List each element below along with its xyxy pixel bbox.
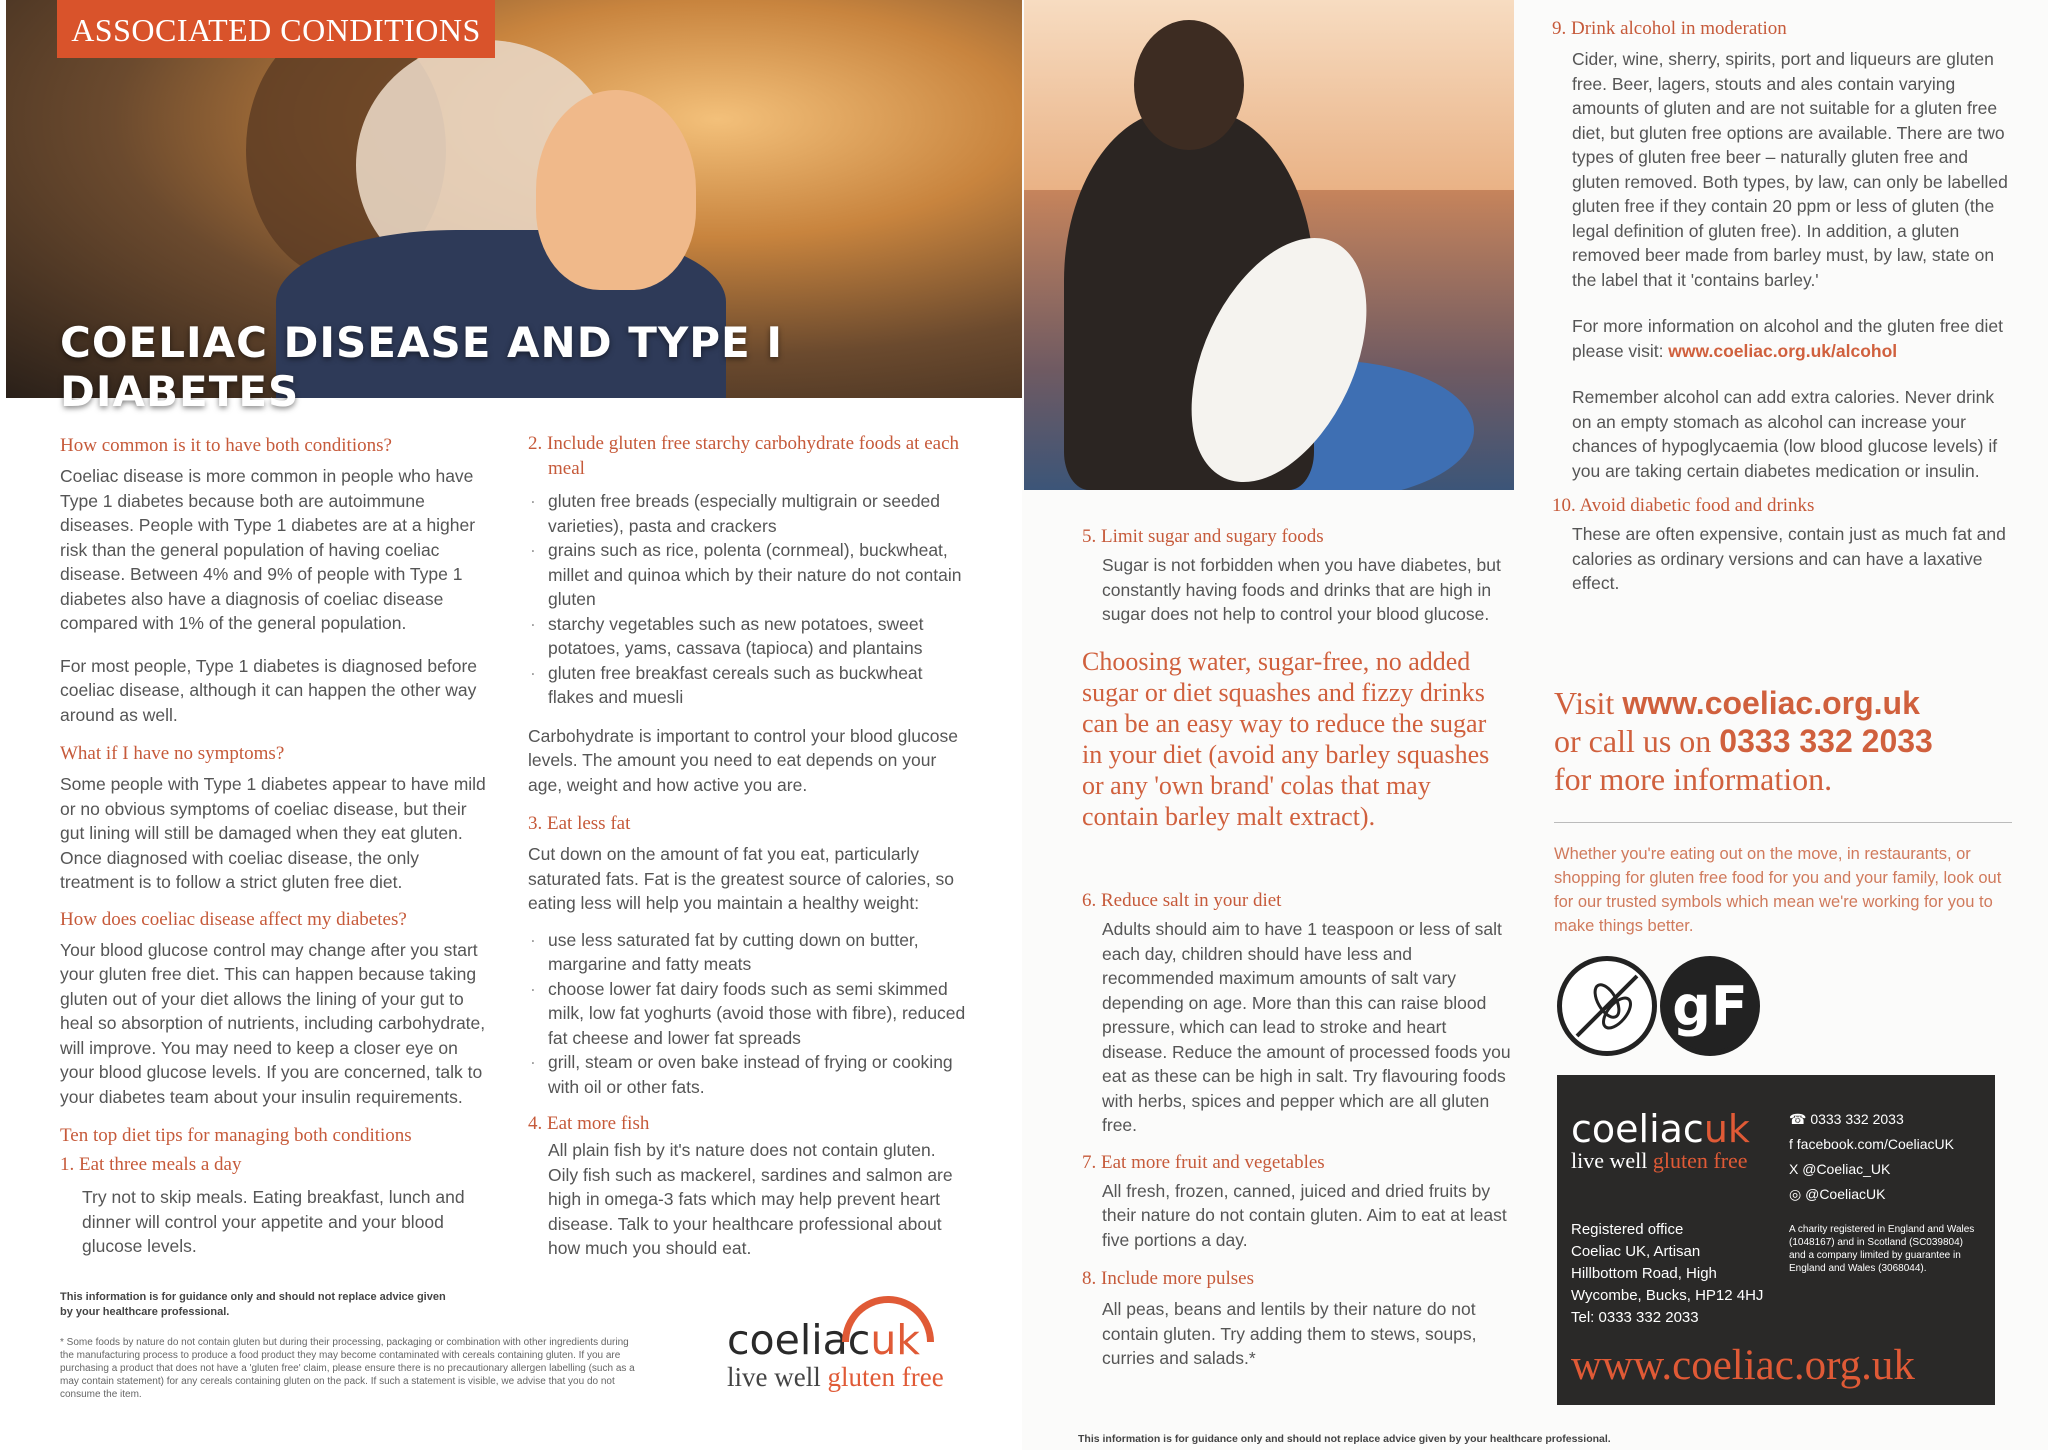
x-contact[interactable]: X @Coeliac_UK <box>1789 1161 1891 1177</box>
visit-text: Visit <box>1554 685 1623 721</box>
disclaimer: This information is for guidance only and should not replace advice given by your healthcare professional. <box>60 1291 446 1318</box>
paragraph: For most people, Type 1 diabetes is diagnosed before coeliac disease, although it can happen the other way around as well. <box>60 655 478 725</box>
crossed-grain-icon <box>1557 956 1657 1056</box>
visit-text: or call us on <box>1554 723 1720 759</box>
paragraph: Adults should aim to have 1 teaspoon or less of salt each day, children should have less and recommended maximum amounts of salt vary depending on age. More than this can raise blood pressure, which can lead to stroke and heart disease. Reduce the amount of processed foods you eat as these can be high in salt. Try flavouring foods with herbs, spices and pepper which are all gluten free. <box>1102 919 1511 1135</box>
contacts <box>1789 1107 1954 1207</box>
address-line: Tel: 0333 332 2033 <box>1571 1309 1699 1326</box>
phone-contact[interactable]: ☎ 0333 332 2033 <box>1789 1111 1904 1127</box>
phone-number[interactable]: 0333 332 2033 <box>1719 723 1933 759</box>
list-item: · starchy vegetables such as new potatoes, sweet potatoes, yams, cassava (tapioca) and plantains <box>528 612 968 661</box>
facebook-contact[interactable]: f facebook.com/CoeliacUK <box>1789 1136 1954 1152</box>
address-line: Wycombe, Bucks, HP12 4HJ <box>1571 1287 1764 1304</box>
page-title: COELIAC DISEASE AND TYPE I DIABETES <box>60 318 783 416</box>
section-tag: ASSOCIATED CONDITIONS <box>57 0 495 58</box>
heading-no-symptoms: What if I have no symptoms? <box>60 743 285 764</box>
logo-word: uk <box>1703 1107 1750 1151</box>
coeliac-uk-logo <box>727 1318 944 1392</box>
charity-info: A charity registered in England and Wales (1048167) and in Scotland (SC039804) and a company limited by guarantee in England and Wales (3068044). <box>1789 1224 1975 1274</box>
list-item: · gluten free breads (especially multigrain or seeded varieties), pasta and crackers <box>528 489 968 538</box>
paragraph: Sugar is not forbidden when you have diabetes, but constantly having foods and drinks that are high in sugar does not help to control your blood glucose. <box>1102 555 1501 624</box>
list-item: · grains such as rice, polenta (cornmeal), buckwheat, millet and quinoa which by their nature do not contain gluten <box>528 538 968 612</box>
tip-5-heading: 5. Limit sugar and sugary foods <box>1082 526 1324 547</box>
paragraph: Coeliac disease is more common in people who have Type 1 diabetes because both are autoimmune diseases. People with Type 1 diabetes are at a higher risk than the general population of having coeliac disease. Between 4% and 9% of people with Type 1 diabetes also have a diagnosis of coeliac disease compared with 1% of the general population. <box>60 466 476 633</box>
heading-affect-diabetes: How does coeliac disease affect my diabetes? <box>60 908 407 930</box>
paragraph: Remember alcohol can add extra calories. Never drink on an empty stomach as alcohol can increase your chances of hypoglycaemia (low blood glucose levels) if you are taking certain diabetes medication or insulin. <box>1572 387 1998 481</box>
paragraph: All fresh, frozen, canned, juiced and dried fruits by their nature do not contain gluten. Aim to eat at least five portions a day. <box>1102 1180 1507 1250</box>
tip-2-list <box>528 489 968 710</box>
visit-cta <box>1554 684 2014 798</box>
tagline-word: gluten free <box>1652 1148 1748 1173</box>
address-line: Coeliac UK, Artisan <box>1571 1243 1701 1260</box>
right-page <box>1022 0 2048 1450</box>
instagram-contact[interactable]: ◎ @CoeliacUK <box>1789 1186 1886 1202</box>
website-link[interactable]: www.coeliac.org.uk <box>1622 685 1920 721</box>
tip-6-heading: 6. Reduce salt in your diet <box>1082 890 1282 911</box>
left-page <box>0 0 1022 1450</box>
tip-1-heading: 1. Eat three meals a day <box>60 1154 242 1175</box>
tip-7-heading: 7. Eat more fruit and vegetables <box>1082 1151 1325 1173</box>
box-tagline <box>1571 1148 1748 1174</box>
footnote: * Some foods by nature do not contain gluten but during their processing, packaging or combination with other ingredients during the manufacturing process to produce a food product they may become contaminated with cereals containing gluten. If you are purchasing a product that does not have a 'gluten free' claim, please ensure there is no precautionary allergen labelling (such as a may contain statement) for any cereals containing gluten on the pack. If such a statement is visible, we advise that you do not consume the item. <box>60 1337 635 1400</box>
tip-9-heading: 9. Drink alcohol in moderation <box>1552 18 1787 39</box>
paragraph: These are often expensive, contain just as much fat and calories as ordinary versions and can have a laxative effect. <box>1572 524 2006 593</box>
tip-3-list <box>528 928 968 1100</box>
gf-symbol-icon: gF <box>1660 956 1760 1056</box>
trusted-symbols-text: Whether you're eating out on the move, in restaurants, or shopping for gluten free food for you and your family, look out for our trusted symbols which mean we're working for you to make things better. <box>1554 845 2002 935</box>
tip-2-heading: 2. Include gluten free starchy carbohydrate foods at each meal <box>528 433 959 479</box>
paragraph <box>1552 314 2012 363</box>
paragraph: All peas, beans and lentils by their nature do not contain gluten. Try adding them to stews, soups, curries and salads.* <box>1102 1299 1477 1368</box>
tip-8-heading: 8. Include more pulses <box>1082 1268 1255 1289</box>
address-line: Registered office <box>1571 1221 1684 1238</box>
disclaimer: This information is for guidance only and should not replace advice given by your healthcare professional. <box>1078 1433 1611 1445</box>
heading-diet-tips: Ten top diet tips for managing both conditions <box>60 1125 412 1146</box>
paragraph: Some people with Type 1 diabetes appear to have mild or no obvious symptoms of coeliac disease, but their gut lining will still be damaged when they eat gluten. Once diagnosed with coeliac disease, the only treatment is to follow a strict gluten free diet. <box>60 774 486 892</box>
divider <box>1554 822 2012 823</box>
list-item: · grill, steam or oven bake instead of frying or cooking with oil or other fats. <box>528 1050 968 1099</box>
tagline-word: live well <box>1571 1148 1653 1173</box>
address-line: Hillbottom Road, High <box>1571 1265 1717 1282</box>
column-3b <box>1082 888 1512 1371</box>
list-item: · choose lower fat dairy foods such as semi skimmed milk, low fat yoghurts (avoid those with fibre), reduced fat cheese and lower fat spreads <box>528 977 968 1051</box>
paragraph: Carbohydrate is important to control your blood glucose levels. The amount you need to eat depends on your age, weight and how active you are. <box>528 725 958 795</box>
paragraph: Cider, wine, sherry, spirits, port and liqueurs are gluten free. Beer, lagers, stouts and ales contain varying amounts of gluten and are not suitable for a gluten free diet, but gluten free options are available. There are two types of gluten free beer – naturally gluten free and gluten removed. Both types, by law, can only be labelled gluten free if they contain 20 ppm or less of gluten (the legal definition of gluten free). In addition, a gluten removed beer made from barley must, by law, state on the label that it 'contains barley.' <box>1572 49 2008 290</box>
registered-address <box>1571 1219 1763 1329</box>
box-website-link[interactable]: www.coeliac.org.uk <box>1571 1342 1915 1389</box>
logo-word: coeliac <box>727 1316 871 1364</box>
paragraph: Your blood glucose control may change after you start your gluten free diet. This can happen because taking gluten out of your diet allows the lining of your gut to heal so absorption of nutrients, including carbohydrate, will improve. You may need to keep a closer eye on your blood glucose levels. If you are concerned, talk to your diabetes team about your insulin requirements. <box>60 939 486 1107</box>
list-item: · use less saturated fat by cutting down on butter, margarine and fatty meats <box>528 928 968 977</box>
column-4 <box>1552 16 2012 596</box>
tip-10-heading: 10. Avoid diabetic food and drinks <box>1552 495 1815 516</box>
logo-word: coeliac <box>1571 1107 1704 1151</box>
alcohol-text: For more information on alcohol and the gluten free diet please visit: <box>1572 316 2003 361</box>
contact-box <box>1557 1075 1995 1405</box>
logo-arc-icon <box>842 1296 934 1342</box>
list-item: · gluten free breakfast cereals such as buckwheat flakes and muesli <box>528 661 968 710</box>
box-logo <box>1571 1107 1750 1151</box>
logo-tagline: gluten free <box>827 1362 944 1392</box>
logo-tagline: live well <box>727 1362 828 1392</box>
paragraph: All plain fish by it's nature does not contain gluten. Oily fish such as mackerel, sardines and salmon are high in omega-3 fats which may help prevent heart disease. Talk to your healthcare professional about how much you should eat. <box>548 1140 953 1258</box>
column-2 <box>528 431 968 1261</box>
tip-4-heading: 4. Eat more fish <box>528 1113 650 1134</box>
column-3 <box>1082 524 1512 627</box>
visit-text: for more information. <box>1554 761 1833 797</box>
heading-how-common: How common is it to have both conditions? <box>60 435 392 456</box>
pull-quote: Choosing water, sugar-free, no added sugar or diet squashes and fizzy drinks can be an easy way to reduce the sugar in your diet (avoid any barley squashes or any 'own brand' colas that may contain barley malt extract). <box>1082 647 1490 831</box>
tip-3-heading: 3. Eat less fat <box>528 813 631 834</box>
alcohol-link[interactable]: www.coeliac.org.uk/alcohol <box>1668 340 1898 361</box>
logo-word: uk <box>870 1316 921 1364</box>
paragraph: Cut down on the amount of fat you eat, particularly saturated fats. Fat is the greatest source of calories, so eating less will help you maintain a healthy weight: <box>528 844 955 913</box>
surfer-photo <box>1024 0 1514 490</box>
paragraph: Try not to skip meals. Eating breakfast, lunch and dinner will control your appetite and your blood glucose levels. <box>82 1187 465 1256</box>
column-1 <box>60 433 490 1259</box>
